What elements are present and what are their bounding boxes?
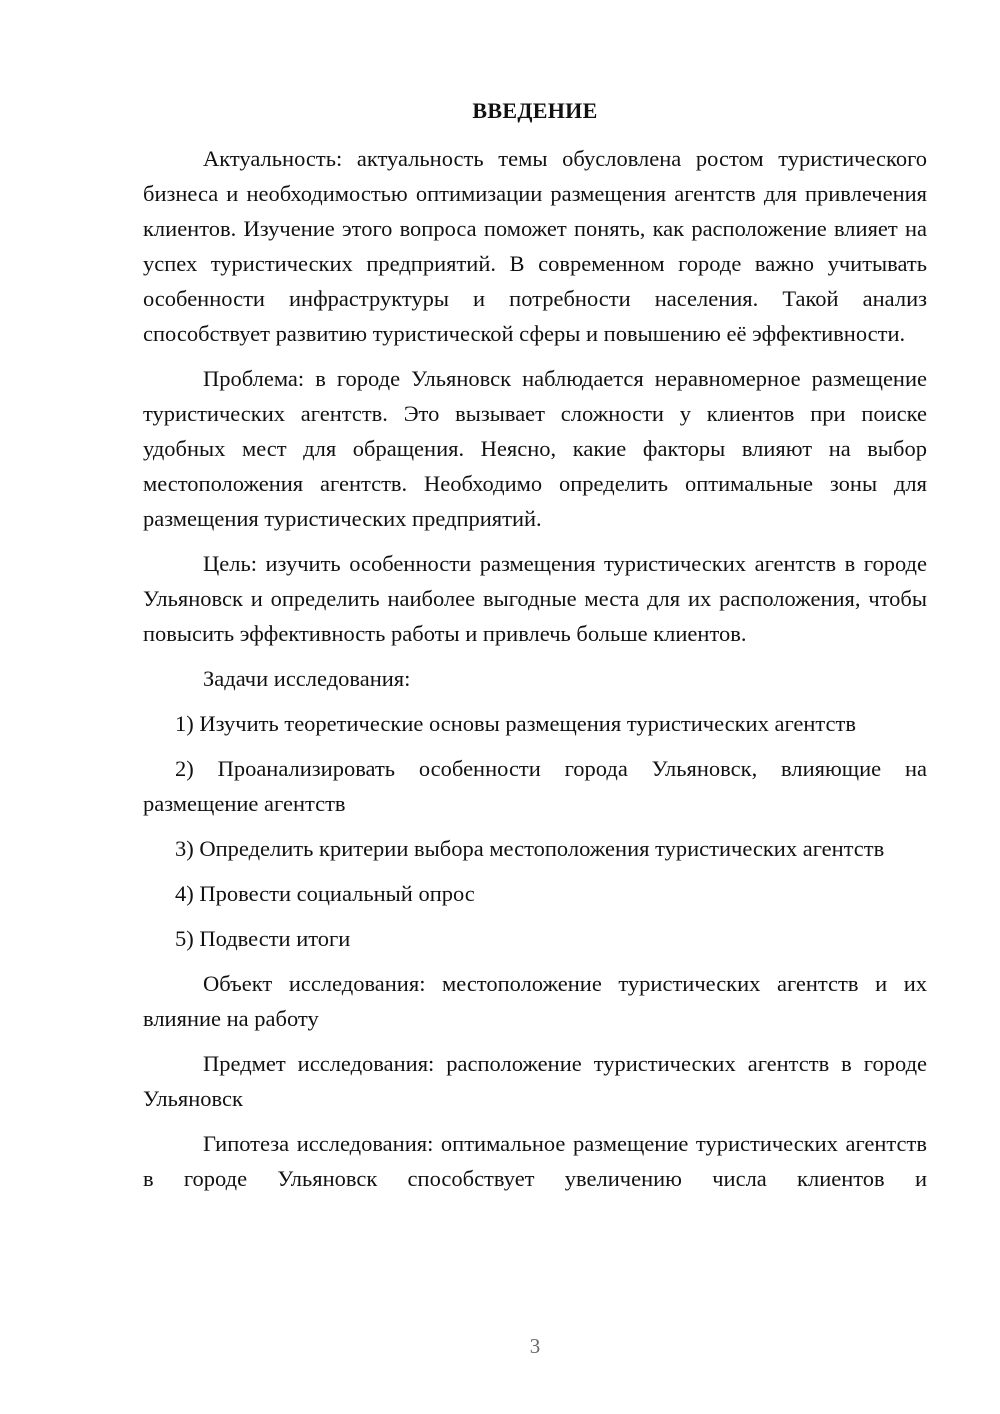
task-item-5: 5) Подвести итоги (175, 926, 351, 951)
page-number: 3 (529, 1334, 541, 1358)
section-heading: ВВЕДЕНИЕ (472, 98, 598, 123)
hypothesis-paragraph: Гипотеза исследования: оптимальное размещение туристических агентств в городе Ульяновск способствует увеличению числа клиентов и (143, 1131, 927, 1191)
object-paragraph: Объект исследования: местоположение туристических агентств и их влияние на работу (143, 971, 927, 1031)
document-page (143, 95, 927, 1206)
tasks-title: Задачи исследования: (203, 666, 411, 691)
task-item-1: 1) Изучить теоретические основы размещения туристических агентств (175, 711, 856, 736)
goal-paragraph: Цель: изучить особенности размещения туристических агентств в городе Ульяновск и определить наиболее выгодные места для их расположения, чтобы повысить эффективность работы и привлечь больше клиентов. (143, 551, 927, 646)
task-item-3: 3) Определить критерии выбора местоположения туристических агентств (175, 836, 885, 861)
subject-paragraph: Предмет исследования: расположение туристических агентств в городе Ульяновск (143, 1051, 927, 1111)
problem-paragraph: Проблема: в городе Ульяновск наблюдается неравномерное размещение туристических агентств. Это вызывает сложности у клиентов при поиске удобных мест для обращения. Неясно, какие факторы влияют на выбор местоположения агентств. Необходимо определить оптимальные зоны для размещения туристических предприятий. (143, 366, 927, 531)
relevance-paragraph: Актуальность: актуальность темы обусловлена ростом туристического бизнеса и необходимостью оптимизации размещения агентств для привлечения клиентов. Изучение этого вопроса поможет понять, как расположение влияет на успех туристических предприятий. В современном городе важно учитывать особенности инфраструктуры и потребности населения. Такой анализ способствует развитию туристической сферы и повышению её эффективности. (143, 146, 927, 346)
task-item-2: 2) Проанализировать особенности города Ульяновск, влияющие на размещение агентств (143, 756, 927, 816)
task-item-4: 4) Провести социальный опрос (175, 881, 475, 906)
